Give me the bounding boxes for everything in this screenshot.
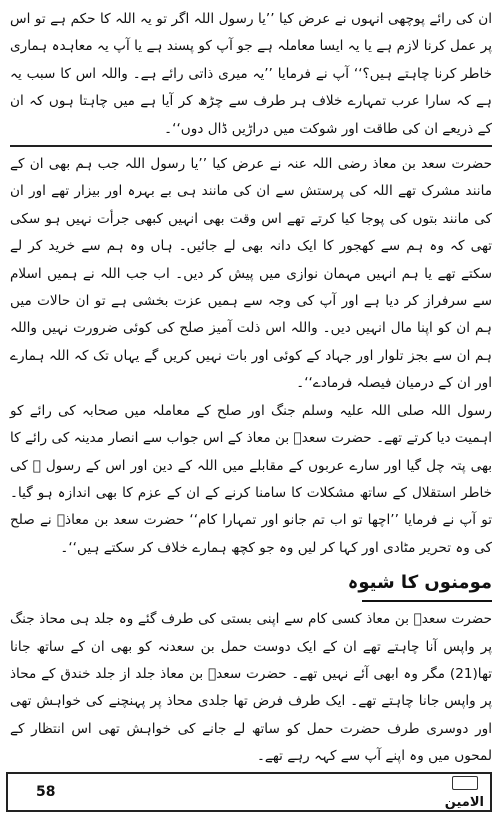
logo: [436, 774, 484, 810]
heading-underline: [362, 600, 492, 602]
page-body: [10, 6, 492, 816]
logo-text: الامین: [444, 795, 484, 810]
section-heading: مومنوں کا شیوہ: [347, 572, 492, 594]
paragraph-1: ان کی رائے پوچھی انہوں نے عرض کیا ’’یا رسول اللہ اگر تو یہ اللہ کا حکم ہے تو اس پر عمل کرنا لازم ہے یا یہ ایسا معاملہ ہے جو آپ کو پسند ہے یا آپ یہ معاہدہ ہماری خاطر کرنا چاہتے ہیں؟‘‘ آپ نے فرمایا ’’یہ میری ذاتی رائے ہے۔ واللہ اس کا سبب یہ ہے کہ سارا عرب تمہارے خلاف ہر طرف سے چڑھ کر آیا ہے میں چاہتا ہوں کہ ان کے ذریعے ان کی طاقت اور شوکت میں دراڑیں ڈال دوں‘‘۔: [10, 11, 492, 137]
paragraph-4: حضرت سعدؓ بن معاذ کسی کام سے اپنی بستی کی طرف گئے وہ جلد ہی محاذ جنگ پر واپس آنا چاہتے تھے ان کے ایک دوست حمل بن سعدنہ کو بھی ان کے ساتھ جانا تھا(21) مگر وہ ابھی آئے نہیں تھے۔ حضرت سعدؓ بن معاذ جلد از جلد خندق کے محاذ پر واپس جانا چاہتے تھے۔ ایک طرف فرض تھا جلدی محاذ پر پہنچنے کی خواہش تھی اور دوسری طرف حضرت حمل کو ساتھ لے جانے کی خواہش تھی اس انتظار کے لمحوں میں وہ اپنے آپ سے کہہ رہے تھے۔: [10, 611, 492, 765]
page-footer: [6, 772, 492, 812]
paragraph-3: رسول اللہ صلی اللہ علیہ وسلم جنگ اور صلح کے معاملہ میں صحابہ کی رائے کو اہمیت دیا کرتے تھے۔ حضرت سعدؓ بن معاذ کے اس جواب سے انصار مدینہ کی رائے کا بھی پتہ چل گیا اور سارے عربوں کے مقابلے میں اللہ کے دین اور اس کے رسول ﷺ کی خاطر استقلال کے ساتھ مشکلات کا سامنا کرنے کے ان کے عزم کا بھی اندازہ ہو گیا۔ تو آپ نے فرمایا ’’اچھا تو اب تم جانو اور تمہارا کام‘‘ حضرت سعد بن معاذؓ نے صلح کی وہ تحریر مٹادی اور کہا کر لیں وہ جو کچھ ہمارے خلاف کر سکتے ہیں‘‘۔: [10, 402, 492, 556]
logo-frame: [452, 776, 478, 790]
paragraph-2: حضرت سعد بن معاذ رضی اللہ عنہ نے عرض کیا ’’یا رسول اللہ جب ہم بھی ان کے مانند مشرک تھے اللہ کی پرستش سے ان کی مانند ہی بے بہرہ اور بیزار تھے اور ان کی مانند بتوں کی پوجا کیا کرتے تھے اس وقت بھی انہیں کبھی جرأت نہیں ہو سکی تھی کہ وہ ہم سے کھجور کا ایک دانہ بھی لے جائیں۔ ہاں وہ ہم سے خرید کر لے سکتے تھے یا ہم انہیں مہمان نوازی میں پیش کر دیں۔ اب جب اللہ نے ہمیں اسلام سے سرفراز کر دیا ہے اور آپ کی وجہ سے ہمیں عزت بخشی ہے تو ان حالات میں ہم ان کو اپنا مال انہیں دیں۔ واللہ اس ذلت آمیز صلح کی کوئی ضرورت نہیں واللہ ہم ان سے بجز تلوار اور جہاد کے کوئی اور بات نہیں کریں گے یہاں تک کہ اللہ ہمارے اور ان کے درمیان فیصلہ فرمادے‘‘۔: [10, 156, 492, 392]
divider: [10, 145, 492, 147]
page-number: 58: [36, 784, 56, 800]
